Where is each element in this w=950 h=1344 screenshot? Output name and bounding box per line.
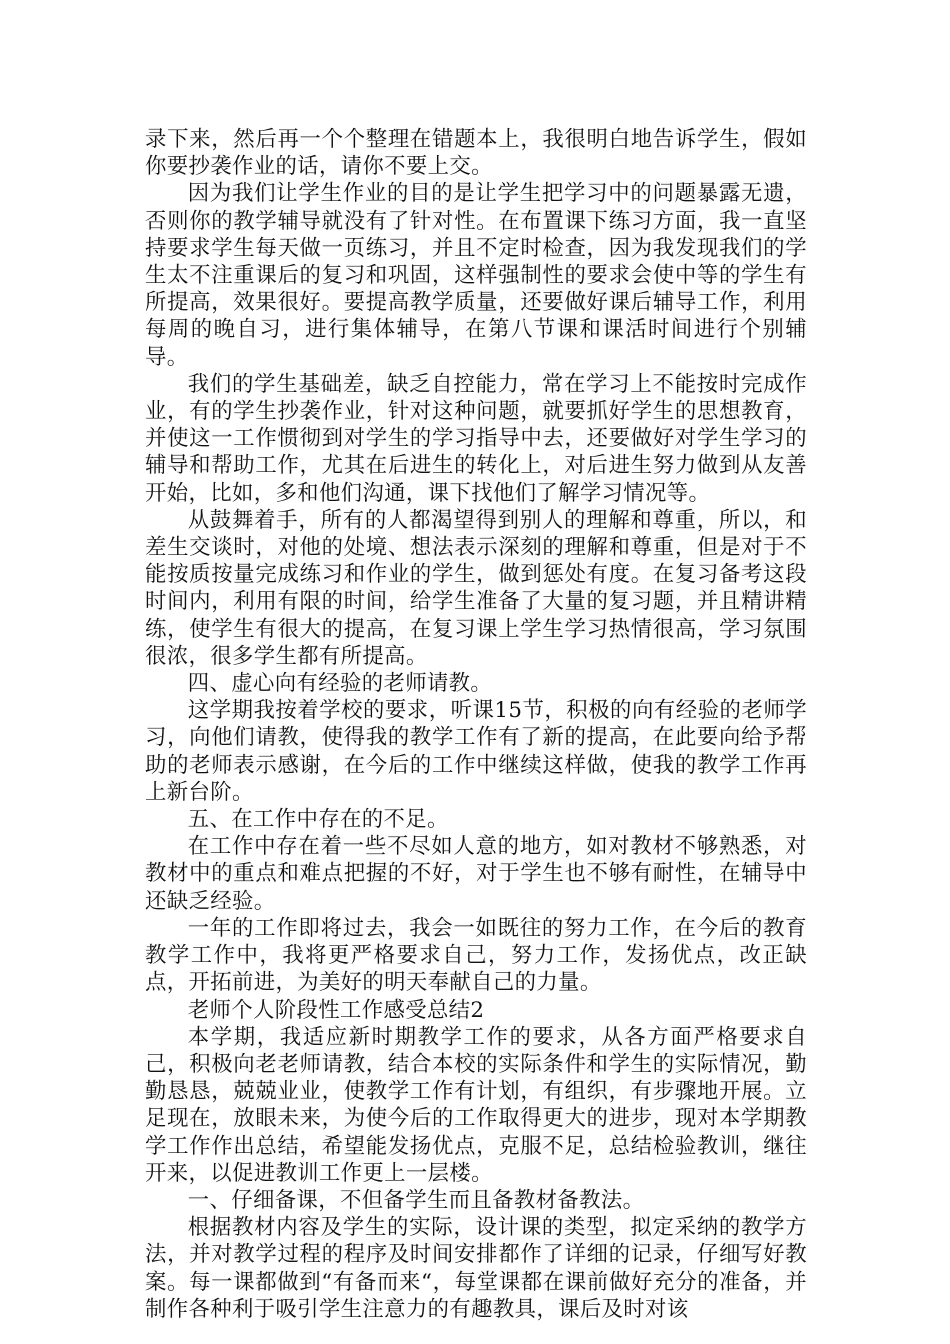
paragraph-8: 在工作中存在着一些不尽如人意的地方，如对教材不够熟悉，对教材中的重点和难点把握的不好，对于学生也不够有耐性，在辅导中还缺乏经验。 xyxy=(145,834,807,914)
paragraph-3: 我们的学生基础差，缺乏自控能力，常在学习上不能按时完成作业，有的学生抄袭作业，针对这种问题，就要抓好学生的思想教育，并使这一工作惯彻到对学生的学习指导中去，还要做好对学生学习的辅导和帮助工作，尤其在后进生的转化上，对后进生努力做到从友善开始，比如，多和他们沟通，课下找他们了解学习情况等。 xyxy=(145,371,807,506)
paragraph-6: 这学期我按着学校的要求，听课15节，积极的向有经验的老师学习，向他们请教，使得我的教学工作有了新的提高，在此要向给予帮助的老师表示感谢，在今后的工作中继续这样做，使我的教学工作再上新台阶。 xyxy=(145,698,807,805)
paragraph-11: 本学期，我适应新时期教学工作的要求，从各方面严格要求自己，积极向老老师请教，结合本校的实际条件和学生的实际情况，勤勤恳恳，兢兢业业，使教学工作有计划，有组织，有步骤地开展。立足现在，放眼未来，为使今后的工作取得更大的进步，现对本学期教学工作作出总结，希望能发扬优点，克服不足，总结检验教训，继往开来，以促进教训工作更上一层楼。 xyxy=(145,1024,807,1186)
section-heading-5: 五、在工作中存在的不足。 xyxy=(187,807,449,833)
paragraph-9: 一年的工作即将过去，我会一如既往的努力工作，在今后的教育教学工作中，我将更严格要求自己，努力工作，发扬优点，改正缺点，开拓前进，为美好的明天奉献自己的力量。 xyxy=(145,915,807,996)
paragraph-13: 根据教材内容及学生的实际，设计课的类型，拟定采纳的教学方法，并对教学过程的程序及时间安排都作了详细的记录，仔细写好教案。每一课都做到“有备而来“，每堂课都在课前做好充分的准备，并制作各种利于吸引学生注意力的有趣教具，课后及时对该 xyxy=(145,1215,807,1322)
paragraph-4: 从鼓舞着手，所有的人都渴望得到别人的理解和尊重，所以，和差生交谈时，对他的处境、想法表示深刻的理解和尊重，但是对于不能按质按量完成练习和作业的学生，做到惩处有度。在复习备考这段时间内，利用有限的时间，给学生准备了大量的复习题，并且精讲精练，使学生有很大的提高，在复习课上学生学习热情很高，学习氛围很浓，很多学生都有所提高。 xyxy=(145,507,807,669)
paragraph-1: 录下来，然后再一个个整理在错题本上，我很明白地告诉学生，假如你要抄袭作业的话，请你不要上交。 xyxy=(145,127,807,180)
paragraph-2: 因为我们让学生作业的目的是让学生把学习中的问题暴露无遗，否则你的教学辅导就没有了针对性。在布置课下练习方面，我一直坚持要求学生每天做一页练习，并且不定时检查，因为我发现我们的学生太不注重课后的复习和巩固，这样强制性的要求会使中等的学生有所提高，效果很好。要提高教学质量，还要做好课后辅导工作，利用每周的晚自习，进行集体辅导，在第八节课和课活时间进行个别辅导。 xyxy=(145,181,807,370)
section-heading-1: 一、仔细备课，不但备学生而且备教材备教法。 xyxy=(187,1187,645,1213)
section-heading-4: 四、虚心向有经验的老师请教。 xyxy=(187,671,493,697)
document-page xyxy=(145,126,807,1323)
document-subtitle: 老师个人阶段性工作感受总结2 xyxy=(187,997,485,1023)
